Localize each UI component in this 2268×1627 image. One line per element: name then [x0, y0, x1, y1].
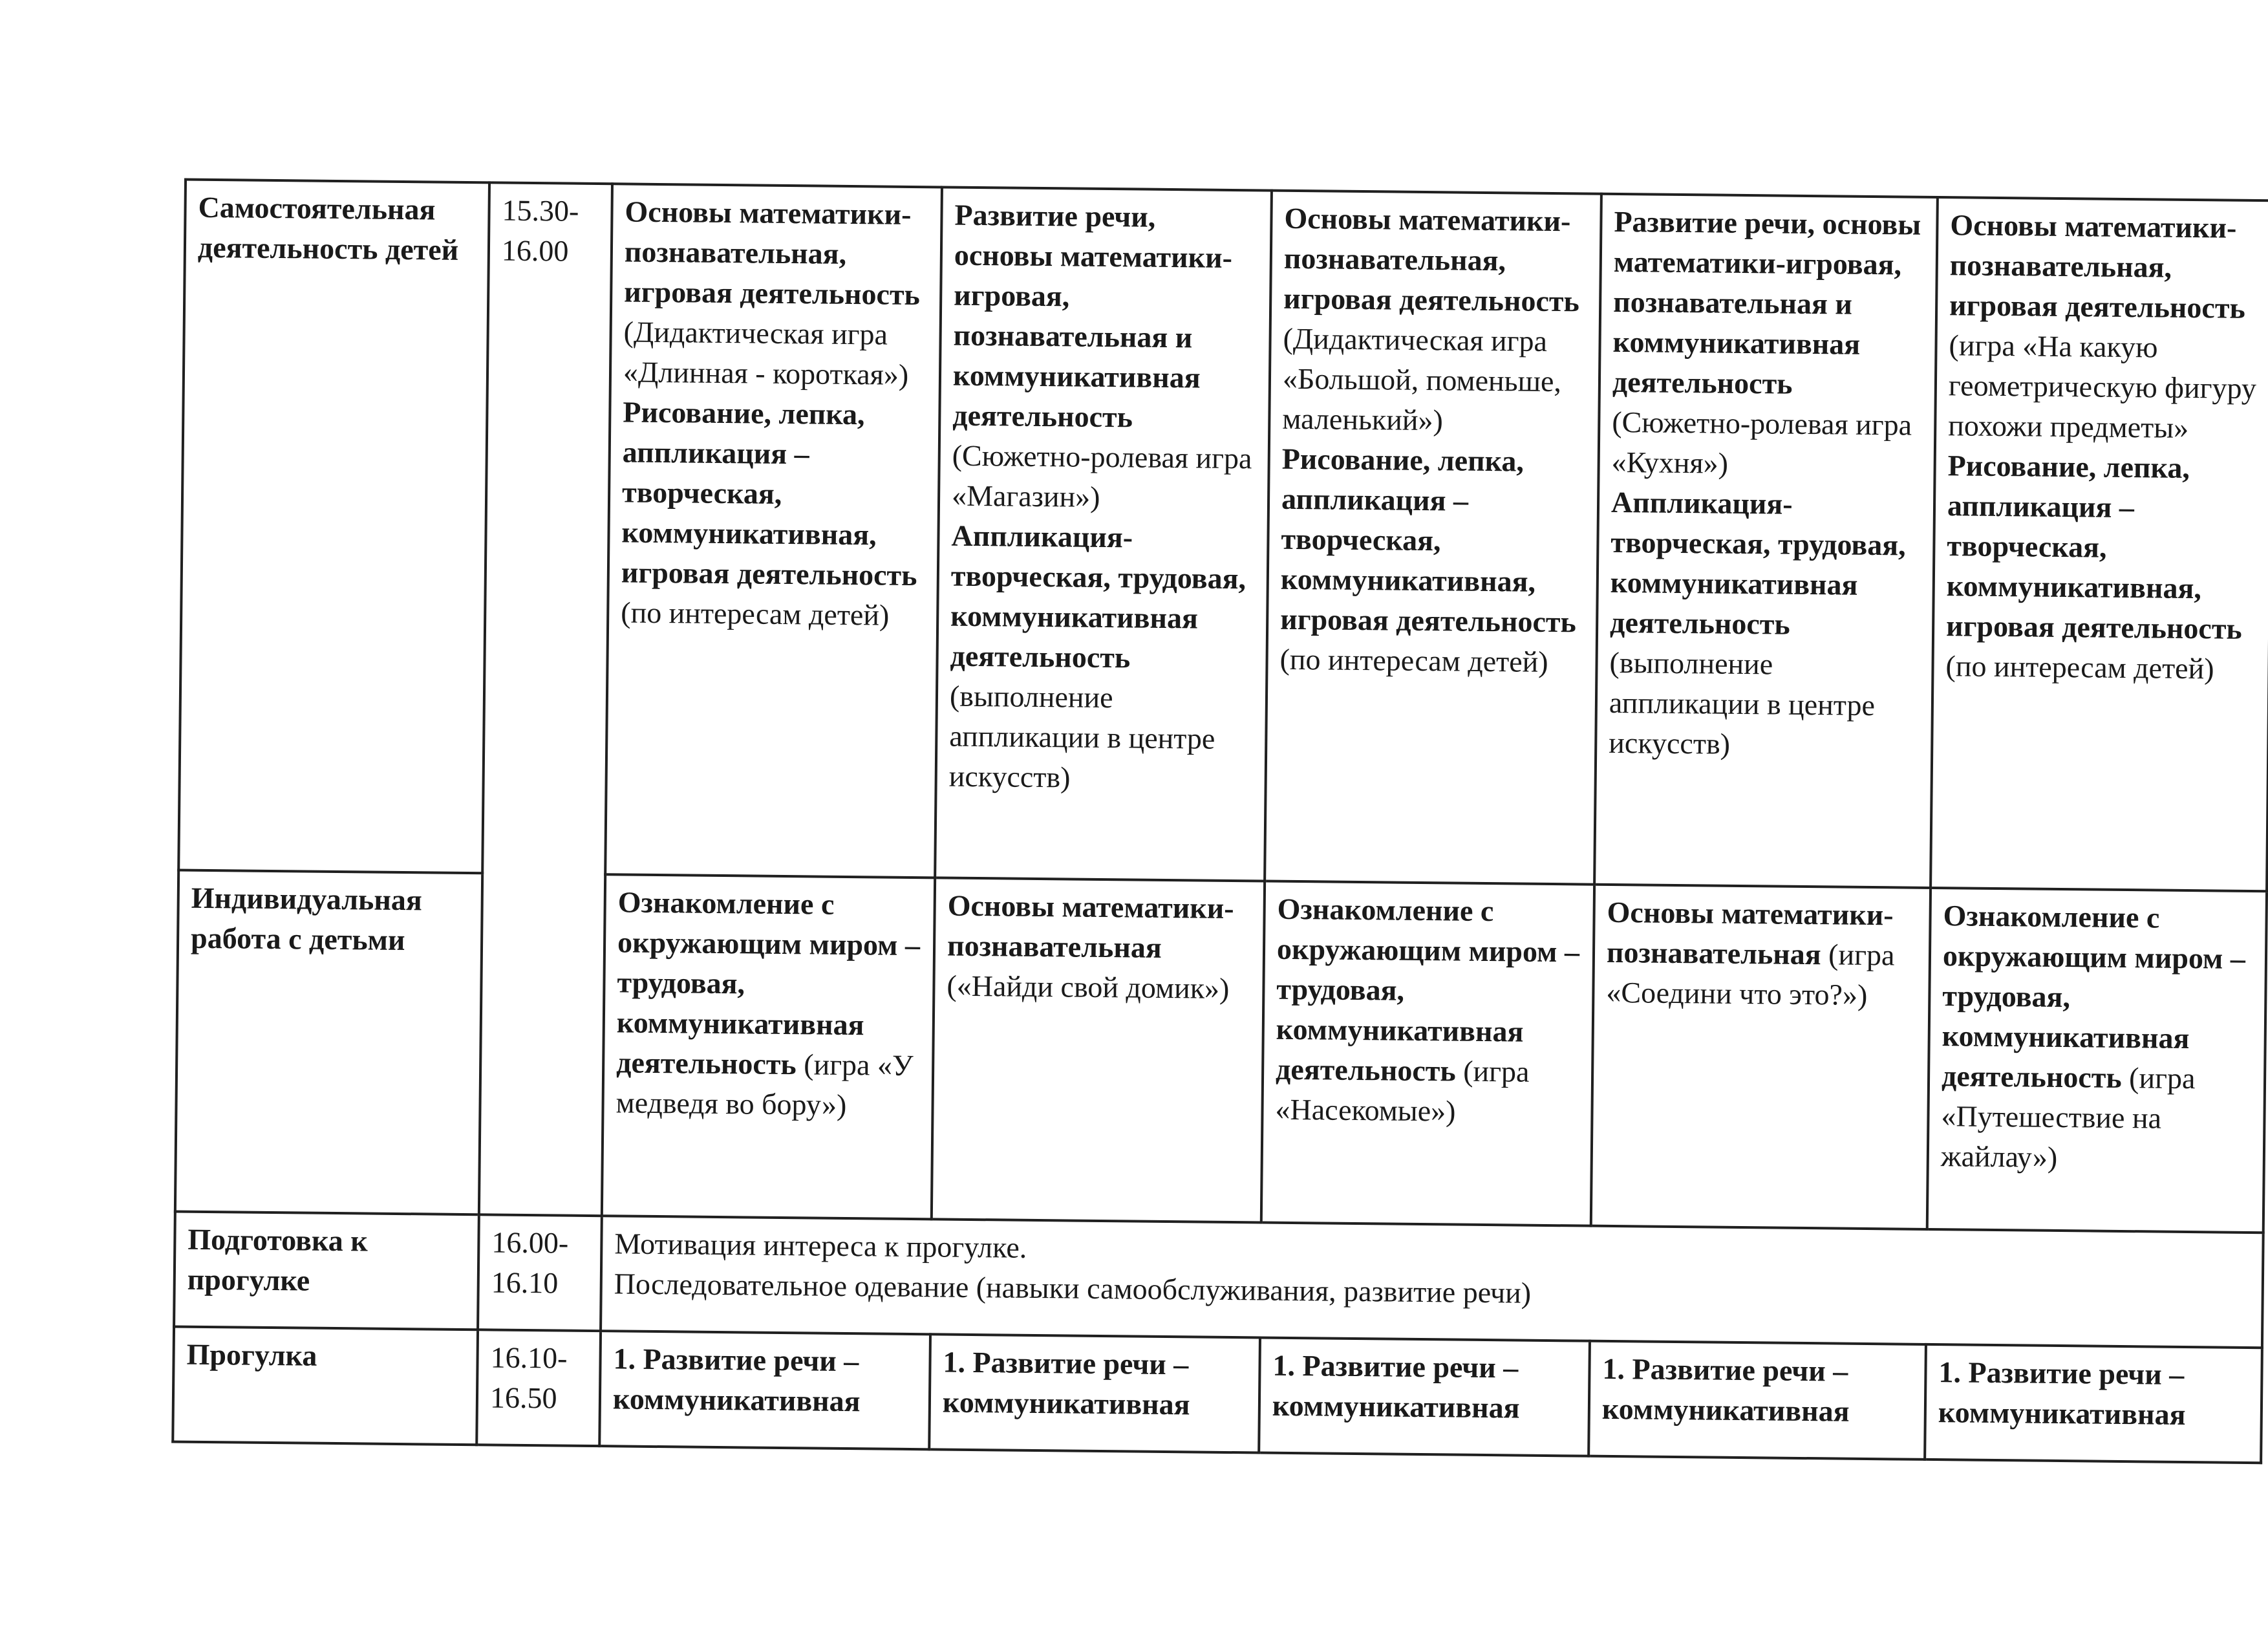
- activity-note: (выполнение аппликации в центре искусств): [1609, 645, 1876, 760]
- activity-title: Основы математики-познавательная, игровая деятельность: [1949, 208, 2246, 325]
- row-independent-activity: [178, 180, 2268, 892]
- walk-cell-day4: 1. Развитие речи – коммуникативная: [1589, 1341, 1926, 1460]
- activity-note: («Найди свой домик»): [947, 969, 1230, 1005]
- schedule-table: [171, 178, 2268, 1465]
- row-walk: [173, 1326, 2262, 1463]
- activity-note: (игра «Путешествие на жайлау»): [1940, 1061, 2196, 1174]
- row-label-independent: Самостоятельная деятельность детей: [178, 180, 489, 874]
- activity-part: [948, 516, 1257, 800]
- time-cell-1610: 16.10-16.50: [476, 1330, 601, 1446]
- prep-description: [601, 1216, 2263, 1348]
- walk-cell-day1: 1. Развитие речи – коммуникативная: [599, 1331, 930, 1449]
- row-label-walk: Прогулка: [173, 1326, 478, 1445]
- activity-note: (игра «Насекомые»): [1275, 1054, 1530, 1128]
- activity-title: Аппликация-творческая, трудовая, коммуникативная деятельность: [950, 519, 1246, 674]
- activity-title: Основы математики-познавательная: [947, 889, 1234, 964]
- activity-note: (игра «Соедини что это?»): [1606, 938, 1895, 1011]
- activity-part: [621, 392, 930, 636]
- activity-part: [1282, 199, 1591, 442]
- activity-title: Ознакомление с окружающим миром – трудовая, коммуникативная деятельность: [1941, 899, 2246, 1094]
- walk-cell-day2: 1. Развитие речи – коммуникативная: [929, 1334, 1260, 1452]
- activity-note: (выполнение аппликации в центре искусств): [948, 679, 1215, 794]
- activity-note: (Сюжетно-ролевая игра «Магазин»): [951, 438, 1252, 513]
- individual-cell-day3: [1261, 881, 1594, 1226]
- activity-cell-day1: [605, 184, 942, 878]
- activity-note: (Сюжетно-ролевая игра «Кухня»): [1611, 405, 1912, 480]
- prep-line-motivation: Мотивация интереса к прогулке.: [614, 1227, 1027, 1264]
- activity-cell-day5: [1931, 197, 2268, 891]
- walk-cell-day5: 1. Развитие речи – коммуникативная: [1925, 1344, 2262, 1463]
- activity-title: Рисование, лепка, аппликация – творческая, коммуникативная, игровая деятельность: [621, 395, 917, 592]
- activity-part: [1945, 446, 2261, 689]
- activity-title: Рисование, лепка, аппликация – творческая, коммуникативная, игровая деятельность: [1945, 449, 2243, 645]
- activity-note: (игра «На какую геометрическую фигуру похожи предметы»: [1948, 329, 2257, 444]
- activity-title: Основы математики-познавательная, игровая деятельность: [1283, 201, 1580, 318]
- individual-cell-day4: [1591, 885, 1931, 1229]
- activity-cell-day4: [1594, 194, 1938, 888]
- individual-cell-day1: [602, 874, 935, 1219]
- activity-note: (по интересам детей): [1279, 642, 1548, 678]
- activity-title: Основы математики-познавательная: [1606, 895, 1894, 971]
- activity-title: Развитие речи, основы математики-игровая, познавательная и коммуникативная деятельность: [952, 198, 1233, 434]
- activity-note: (по интересам детей): [621, 596, 890, 632]
- walk-cell-day3: 1. Развитие речи – коммуникативная: [1259, 1337, 1590, 1456]
- activity-cell-day3: [1265, 191, 1601, 885]
- activity-title: Аппликация-творческая, трудовая, коммуникативная деятельность: [1609, 485, 1906, 641]
- row-label-individual: Индивидуальная работа с детьми: [175, 870, 482, 1215]
- row-walk-preparation: [174, 1211, 2263, 1348]
- time-cell-1600: 16.00-16.10: [478, 1214, 602, 1331]
- activity-title: Ознакомление с окружающим миром – трудовая, коммуникативная деятельность: [1275, 892, 1580, 1088]
- activity-note: (Дидактическая игра «Большой, поменьше, маленький»): [1282, 321, 1562, 437]
- activity-title: Основы математики-познавательная, игровая деятельность: [624, 195, 921, 312]
- individual-cell-day2: [932, 878, 1265, 1222]
- activity-part: [1611, 202, 1927, 486]
- activity-part: [952, 195, 1261, 519]
- prep-line-dressing: Последовательное одевание (навыки самообслуживания, развитие речи): [614, 1267, 1532, 1309]
- activity-part: [1279, 439, 1589, 683]
- activity-title: Ознакомление с окружающим миром – трудовая, коммуникативная деятельность: [615, 885, 921, 1081]
- activity-title: Рисование, лепка, аппликация – творческая, коммуникативная, игровая деятельность: [1279, 442, 1577, 639]
- row-label-prep: Подготовка к прогулке: [174, 1211, 479, 1330]
- activity-part: [623, 191, 932, 395]
- activity-note: (игра «У медведя во бору»): [615, 1048, 914, 1121]
- activity-part: [1609, 482, 1924, 766]
- individual-cell-day5: [1927, 888, 2267, 1233]
- activity-note: (Дидактическая игра «Длинная - короткая»): [623, 315, 909, 391]
- activity-note: (по интересам детей): [1945, 649, 2214, 685]
- activity-part: [1948, 205, 2263, 449]
- time-cell-1530: 15.30-16.00: [479, 182, 612, 1216]
- activity-cell-day2: [935, 187, 1272, 881]
- activity-title: Развитие речи, основы математики-игровая, познавательная и коммуникативная деятельность: [1612, 204, 1921, 400]
